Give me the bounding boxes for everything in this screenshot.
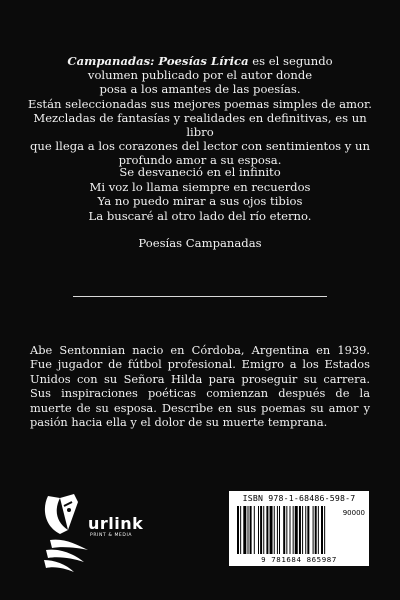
blurb-line-2: volumen publicado por el autor donde [87,68,313,83]
back-cover-blurb [28,54,372,168]
blurb-line-7: profundo amor a su esposa. [118,153,282,168]
poem-line: Ya no puedo mirar a sus ojos tibios [97,194,303,209]
publisher-logo [38,488,144,578]
blurb-line-1-rest: es el segundo [248,54,333,68]
poem-line: Se desvaneció en el infinito [119,165,281,179]
author-bio: Abe Sentonnian nacio en Córdoba, Argentina en 1939. Fue jugador de fútbol profesional. Emigro a los Estados Unidos con su Señora Hilda para proseguir su carrera. Sus inspiraciones poéticas comienzan después de la muerte de su esposa. Describe en sus poemas su amor y pasión hacia ella y el dolor de su muerte temprana. [30,343,370,430]
blurb-line-5: Mezcladas de fantasías y realidades en definitivas, es un libro [33,110,367,140]
blurb-line-6: que llega a los corazones del lector con sentimientos y un [30,139,370,154]
poem-line: Mi voz lo llama siempre en recuerdos [89,179,311,194]
isbn-barcode [229,491,369,566]
publisher-name: urlink [88,514,144,533]
blurb-line-4: Están seleccionadas sus mejores poemas simples de amor. [28,96,372,111]
isbn-text: ISBN 978-1-68486-598-7 [242,493,356,503]
blurb-line-1 [28,54,372,68]
ean-number: 9 781684 865987 [261,555,337,564]
book-title: Campanadas: Poesías Lírica [67,54,249,68]
blurb-line-3: posa a los amantes de las poesías. [99,82,301,97]
poem-line: La buscaré al otro lado del río eterno. [88,208,312,223]
barcode-bars [237,506,329,554]
poem-signature: Poesías Campanadas [138,236,262,250]
price-code: 90000 [342,509,365,517]
publisher-tagline: PRINT & MEDIA [90,533,133,538]
poem-excerpt [28,165,372,223]
divider-line [73,296,327,297]
